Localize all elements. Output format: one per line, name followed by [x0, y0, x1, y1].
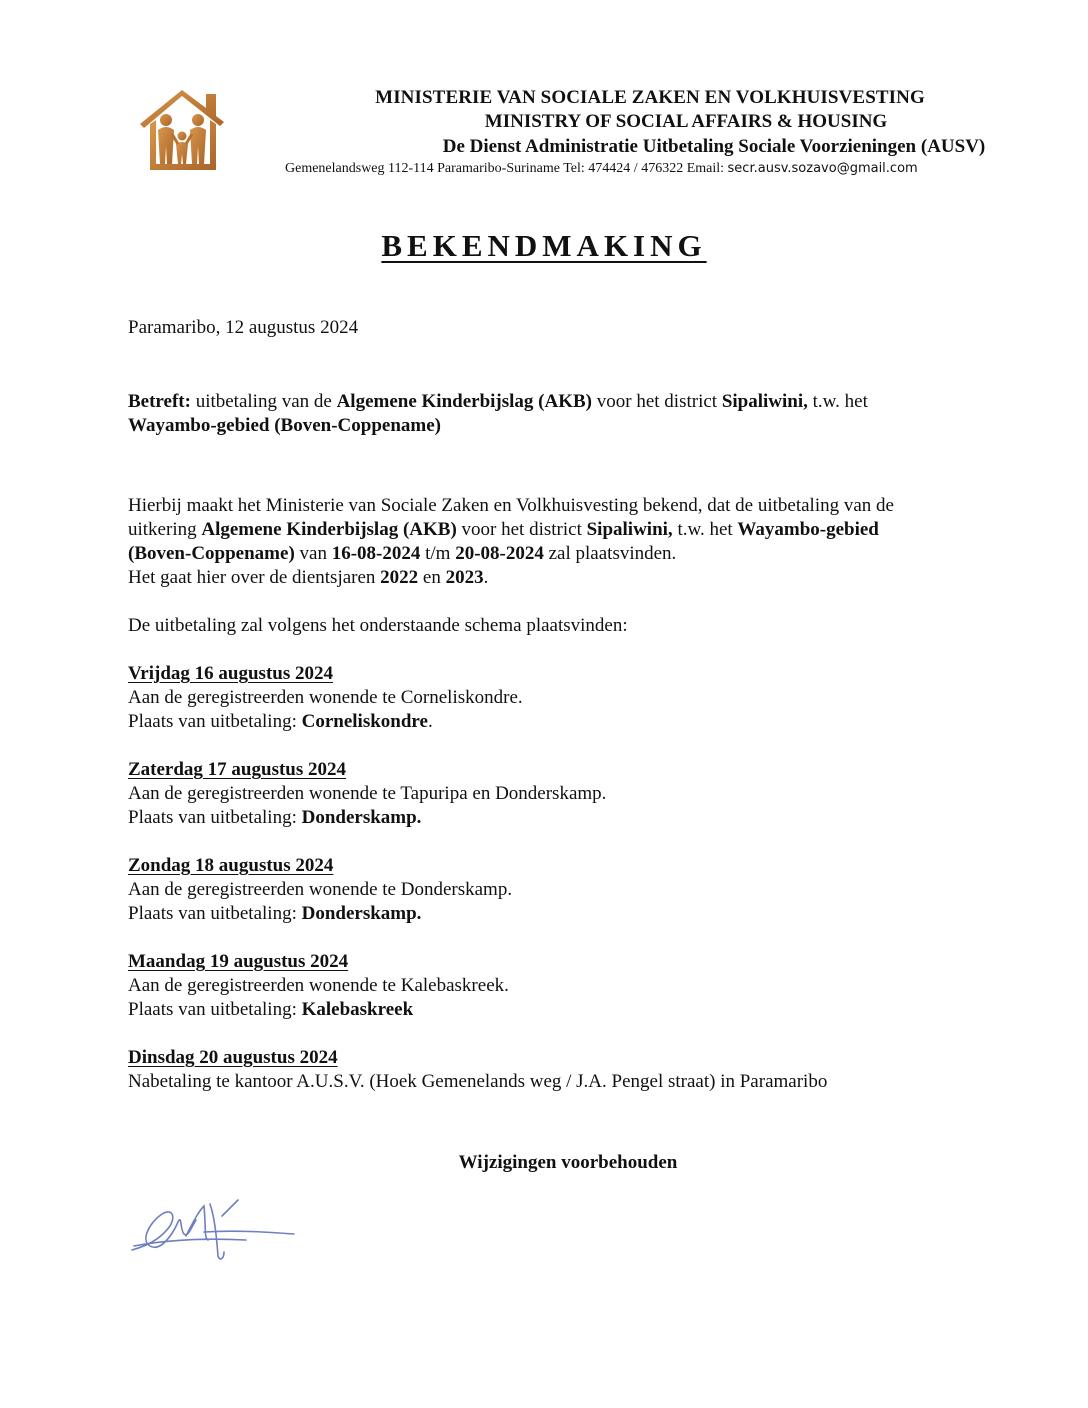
schedule-recipients: Aan de geregistreerden wonende te Kalebaskreek. — [128, 975, 509, 996]
announcement-paragraph: Hierbij maakt het Ministerie van Sociale Zaken en Volkhuisvesting bekend, dat de uitbetaling van de uitkering Algemene Kinderbijslag (AKB) voor het district Sipaliwini, t.w. het Wayambo-gebied (Boven-Coppename) van 16-08-2024 t/m 20-08-2024 zal plaatsvinden. Het gaat hier over de dientsjaren 2022 en 2023. — [128, 495, 894, 588]
schedule-recipients: Aan de geregistreerden wonende te Corneliskondre. — [128, 687, 523, 708]
schedule-day-heading: Maandag 19 augustus 2024 — [128, 951, 349, 972]
ministry-name-nl: MINISTERIE VAN SOCIALE ZAKEN EN VOLKHUISVESTING — [375, 87, 925, 108]
schedule-place: Plaats van uitbetaling: Corneliskondre. — [128, 711, 433, 732]
schedule-place: Plaats van uitbetaling: Donderskamp. — [128, 903, 422, 924]
department-name: De Dienst Administratie Uitbetaling Sociale Voorzieningen (AUSV) — [442, 136, 986, 157]
ministry-logo — [136, 84, 228, 176]
subject-paragraph: Betreft: uitbetaling van de Algemene Kinderbijslag (AKB) voor het district Sipaliwini, t.w. het Wayambo-gebied (Boven-Coppename) — [128, 391, 868, 436]
schedule-entry — [128, 950, 1008, 1022]
schedule-day-heading: Zondag 18 augustus 2024 — [128, 855, 334, 876]
document-title: BEKENDMAKING — [381, 228, 707, 263]
schedule-entry — [128, 758, 1008, 830]
schedule-entry — [128, 662, 1008, 734]
closing-note: Wijzigingen voorbehouden — [458, 1152, 678, 1173]
signature-icon — [126, 1196, 298, 1268]
schedule-place: Plaats van uitbetaling: Donderskamp. — [128, 807, 422, 828]
schedule-entry — [128, 854, 1008, 926]
schedule-place: Plaats van uitbetaling: Kalebaskreek — [128, 999, 414, 1020]
schedule-day-heading: Zaterdag 17 augustus 2024 — [128, 759, 346, 780]
schedule-day-heading: Vrijdag 16 augustus 2024 — [128, 663, 333, 684]
ministry-name-en: MINISTRY OF SOCIAL AFFAIRS & HOUSING — [484, 111, 888, 132]
date-line: Paramaribo, 12 augustus 2024 — [128, 317, 359, 338]
schedule-day-heading: Dinsdag 20 augustus 2024 — [128, 1047, 338, 1068]
schedule-recipients: Aan de geregistreerden wonende te Donderskamp. — [128, 879, 513, 900]
schedule-recipients: Nabetaling te kantoor A.U.S.V. (Hoek Gemenelands weg / J.A. Pengel straat) in Paramaribo — [128, 1071, 828, 1092]
letterhead — [250, 86, 1050, 178]
email-text: secr.ausv.sozavo@gmail.com — [727, 161, 918, 176]
contact-line — [250, 160, 1050, 178]
document-body — [128, 316, 1008, 1094]
schedule-intro: De uitbetaling zal volgens het onderstaande schema plaatsvinden: — [128, 615, 628, 636]
address-text: Gemenelandsweg 112-114 Paramaribo-Suriname Tel: 474424 / 476322 Email: — [285, 161, 725, 176]
schedule-entry — [128, 1046, 1008, 1094]
schedule-recipients: Aan de geregistreerden wonende te Tapuripa en Donderskamp. — [128, 783, 607, 804]
